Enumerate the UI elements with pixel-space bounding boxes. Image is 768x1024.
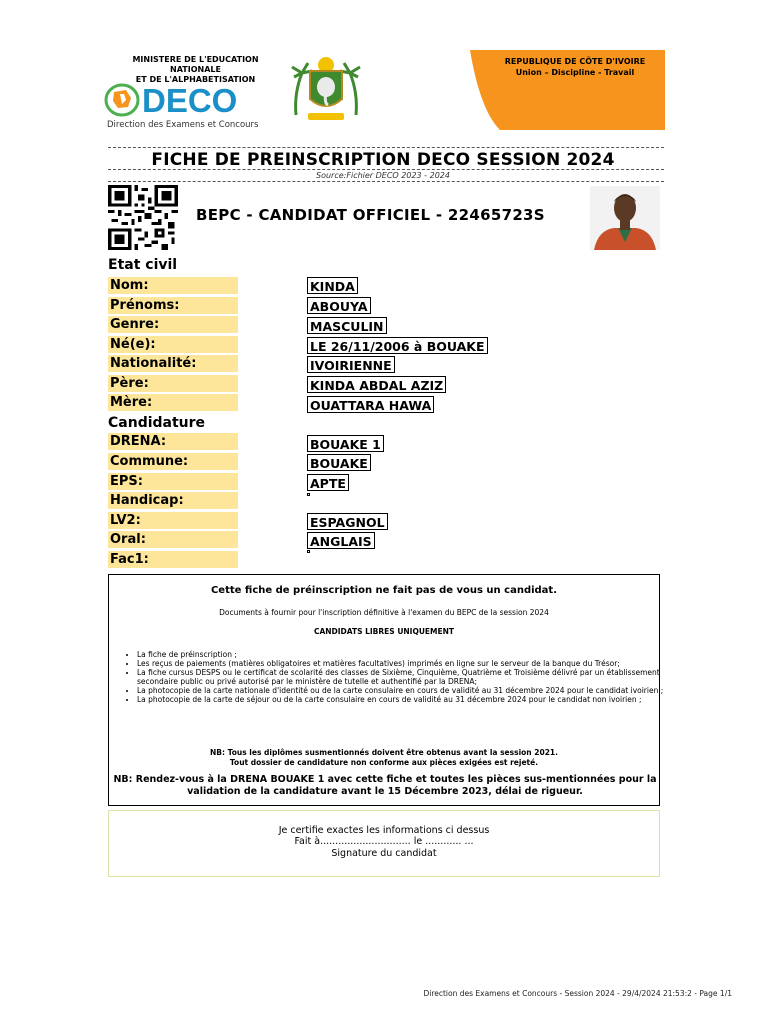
label-lv2: LV2: <box>108 512 238 529</box>
notice-heading: Cette fiche de préinscription ne fait pas de vous un candidat. <box>210 585 558 596</box>
deco-logo <box>104 80 264 118</box>
value-drena: BOUAKE 1 <box>307 435 384 452</box>
label-fac1: Fac1: <box>108 551 238 568</box>
notice-candidats-libres: CANDIDATS LIBRES UNIQUEMENT <box>313 627 455 636</box>
candidate-heading: BEPC - CANDIDAT OFFICIEL - 22465723S <box>196 206 545 224</box>
page-footer: Direction des Examens et Concours - Session 2024 - 29/4/2024 21:53:2 - Page 1/1 <box>423 989 732 998</box>
divider-top <box>108 147 664 148</box>
page-title: FICHE DE PREINSCRIPTION DECO SESSION 2024 <box>151 150 615 170</box>
deco-logo-text: DECO <box>142 82 238 118</box>
label-genre: Genre: <box>108 316 238 333</box>
label-handicap: Handicap: <box>108 492 238 509</box>
qr-code-icon <box>108 185 178 250</box>
value-oral: ANGLAIS <box>307 532 375 549</box>
value-prenoms: ABOUYA <box>307 297 371 314</box>
coat-of-arms-icon <box>288 53 364 125</box>
value-handicap <box>307 493 310 496</box>
label-prenoms: Prénoms: <box>108 297 238 314</box>
candidate-photo <box>590 186 660 250</box>
label-commune: Commune: <box>108 453 238 470</box>
value-nom: KINDA <box>307 277 358 294</box>
certification-text: Je certifie exactes les informations ci dessus <box>278 825 490 836</box>
label-oral: Oral: <box>108 531 238 548</box>
divider-source <box>108 181 664 182</box>
list-item: • La fiche cursus DESPS ou le certificat de scolarité des classes de Sixième, Cinquième, Quatrième et Troisième délivré par un établissement secondaire public ou privé autorisé par le ministère de tutelle et authentifié par la DRENA; <box>137 668 669 686</box>
list-item: • La fiche de préinscription ; <box>137 650 669 659</box>
source-note: Source:Fichier DECO 2023 - 2024 <box>316 171 450 180</box>
value-fac1 <box>307 550 310 553</box>
list-item: • La photocopie de la carte de séjour ou de la carte consulaire en cours de validité au 31 décembre 2024 pour le candidat non ivoirien ; <box>137 695 669 704</box>
notice-box <box>108 574 664 806</box>
label-nationalite: Nationalité: <box>108 355 238 372</box>
deco-subtitle: Direction des Examens et Concours <box>107 120 259 130</box>
value-commune: BOUAKE <box>307 454 371 471</box>
notice-nb-drena: NB: Rendez-vous à la DRENA BOUAKE 1 avec cette fiche et toutes les pièces sus-mentionnées pour la validation de la candidature avant le 15 Décembre 2023, délai de rigueur. <box>113 774 657 797</box>
value-nationalite: IVOIRIENNE <box>307 356 395 373</box>
nb-line-2: Tout dossier de candidature non conforme aux pièces exigées est rejeté. <box>229 757 539 767</box>
notice-documents: Documents à fournir pour l'inscription définitive à l'examen du BEPC de la session 2024 <box>219 608 549 617</box>
ministry-line-1: MINISTERE DE L'EDUCATION NATIONALE <box>132 55 259 74</box>
notice-nb-diplomas <box>109 748 659 767</box>
value-genre: MASCULIN <box>307 317 387 334</box>
signature-label: Signature du candidat <box>331 848 437 859</box>
value-naissance: LE 26/11/2006 à BOUAKE <box>307 337 488 354</box>
label-nom: Nom: <box>108 277 238 294</box>
republic-header <box>490 56 660 78</box>
label-drena: DRENA: <box>108 433 238 450</box>
republic-motto: Union – Discipline - Travail <box>515 68 635 77</box>
value-eps: APTE <box>307 474 349 491</box>
document-list <box>123 650 669 704</box>
label-naissance: Né(e): <box>108 336 238 353</box>
republic-name: REPUBLIQUE DE CÔTE D'IVOIRE <box>504 57 646 66</box>
signature-box <box>108 810 660 877</box>
nb-line-1: NB: Tous les diplômes susmentionnés doivent être obtenus avant la session 2021. <box>210 748 558 757</box>
list-item: • Les reçus de paiements (matières obligatoires et matières facultatives) imprimés en ligne sur le serveur de la banque du Trésor; <box>137 659 669 668</box>
section-etat-civil: Etat civil <box>108 257 178 273</box>
value-lv2: ESPAGNOL <box>307 513 388 530</box>
list-item: • La photocopie de la carte nationale d'identité ou de la carte consulaire en cours de validité au 31 décembre 2024 pour le candidat ivoirien ; <box>137 686 669 695</box>
label-mere: Mère: <box>108 394 238 411</box>
value-pere: KINDA ABDAL AZIZ <box>307 376 446 393</box>
section-candidature: Candidature <box>108 415 206 431</box>
label-eps: EPS: <box>108 473 238 490</box>
value-mere: OUATTARA HAWA <box>307 396 434 413</box>
divider-title <box>108 169 664 170</box>
place-date-line: Fait à.............................. le ............ ... <box>294 836 474 847</box>
label-pere: Père: <box>108 375 238 392</box>
ministry-line-2: ET DE L'ALPHABETISATION <box>135 75 256 84</box>
